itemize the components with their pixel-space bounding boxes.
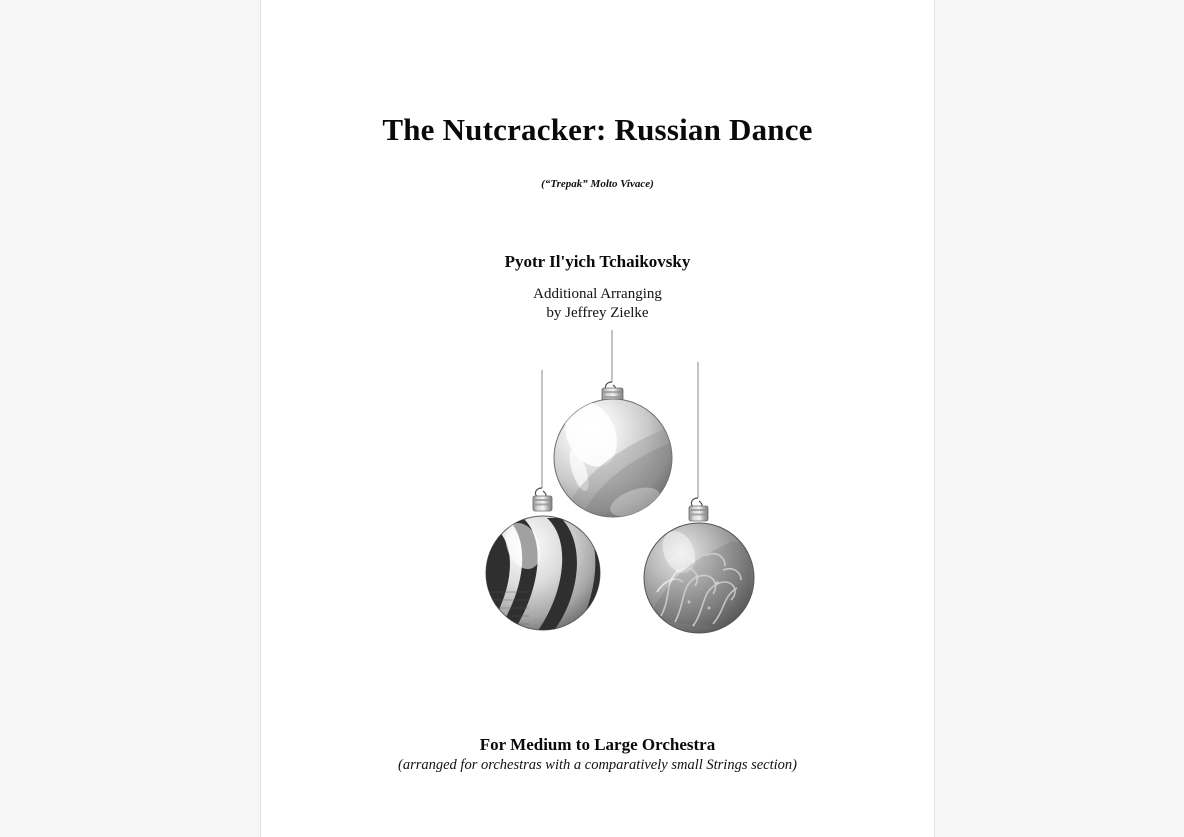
ornaments-illustration [261, 330, 934, 650]
ornament-center [554, 382, 673, 522]
score-cover-page [261, 0, 934, 837]
ornament-right [644, 498, 754, 633]
arranger-credit-line-1: Additional Arranging [533, 286, 662, 302]
arranger-credit [261, 285, 934, 322]
page-content [261, 0, 934, 837]
ensemble-line: For Medium to Large Orchestra [479, 735, 716, 754]
page-subtitle: (“Trepak” Molto Vivace) [541, 178, 654, 190]
arranger-credit-line-2: by Jeffrey Zielke [546, 304, 649, 321]
page-title: The Nutcracker: Russian Dance [382, 112, 813, 147]
composer-name: Pyotr Il'yich Tchaikovsky [504, 252, 691, 271]
ornaments-artwork [261, 330, 934, 650]
ensemble-note: (arranged for orchestras with a comparatively small Strings section) [398, 757, 797, 773]
